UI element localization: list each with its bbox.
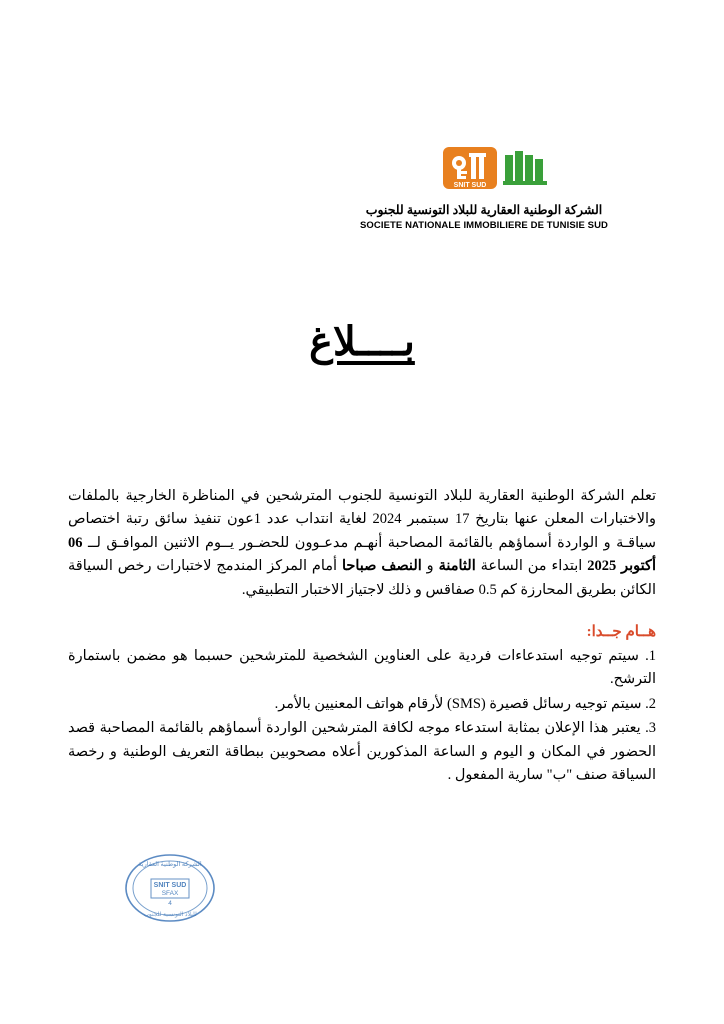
body-paragraph xyxy=(68,485,656,602)
stamp-line-1: SNIT SUD xyxy=(153,882,187,889)
body-line-2: والاختبارات المعلن عنها بتاريخ 17 سبتمبر 2024 لغاية انتداب عدد 1عون تنفيذ سائق رتبة اختصاص xyxy=(68,511,657,528)
note-number: 1. xyxy=(645,648,656,664)
list-item xyxy=(68,693,656,716)
body-line-3: سياقـة و الواردة أسماؤهم بالقائمة المصاحبة أنهـم مدعـوون للحضـور يــوم الاثنين الموافـق xyxy=(106,534,657,551)
svg-text:للبلاد التونسية للجنوب: للبلاد التونسية للجنوب xyxy=(143,912,197,918)
note-text: سيتم توجيه رسائل قصيرة (SMS) لأرقام هواتف المعنيين بالأمر. xyxy=(274,695,642,712)
page-title-text: بــــلاغ xyxy=(309,319,415,364)
body-line-4-mid: ابتداء من الساعة xyxy=(475,558,588,575)
body-line-4-and: و xyxy=(421,558,439,575)
body-date: 06 أكتوبر 2025 xyxy=(68,534,656,575)
note-number: 3. xyxy=(645,720,656,737)
snit-sud-logo-icon xyxy=(284,140,684,196)
note-number: 2. xyxy=(645,695,656,712)
stamp-line-3: 4 xyxy=(168,900,172,907)
note-text: سيتم توجيه استدعاءات فردية على العناوين الشخصية للمترشحين حسبما هو مضمن باستمارة الترشح. xyxy=(68,648,656,688)
org-name-arabic: الشركة الوطنية العقارية للبلاد التونسية للجنوب xyxy=(365,203,603,217)
body-line-4-post: أمام المركز المندمج لاختبارات رخص xyxy=(117,558,342,575)
list-item xyxy=(68,645,656,692)
body-line-5: السياقة الكائن بطريق المحارزة كم 0.5 صفاقس و ذلك لاجتياز الاختبار التطبيقي. xyxy=(68,558,656,598)
important-heading: هــام جــدا: xyxy=(586,624,656,640)
body-time-hour: الثامنة xyxy=(438,558,476,575)
body-line-1: تعلم الشركة الوطنية العقارية للبلاد التونسية للجنوب المترشحين في المناظرة الخارجية بالملفات xyxy=(68,488,656,504)
page-title xyxy=(0,318,724,365)
official-stamp xyxy=(118,848,222,928)
body-time-half: النصف صباحا xyxy=(341,558,422,575)
note-text: يعتبر هذا الإعلان بمثابة استدعاء موجه لكافة المترشحين الواردة أسماؤهم بالقائمة المصاحبة قصد الحضور في المكان و اليوم و الساعة المذكورين أعلاه مصحوبين ببطاقة التعريف الوطنية و رخصة السياقة صنف "ب" سارية المفعول . xyxy=(68,720,656,784)
body-line-4-pre: لــ xyxy=(82,534,101,551)
svg-text:SNIT SUD: SNIT SUD xyxy=(453,182,487,189)
notes-list xyxy=(68,645,656,789)
org-name-french: SOCIETE NATIONALE IMMOBILIERE DE TUNISIE SUD xyxy=(359,220,609,232)
list-item xyxy=(68,717,656,787)
stamp-line-top: الشركة الوطنية العقارية xyxy=(138,861,202,868)
document-header xyxy=(284,140,684,231)
stamp-line-2: SFAX xyxy=(161,890,179,897)
